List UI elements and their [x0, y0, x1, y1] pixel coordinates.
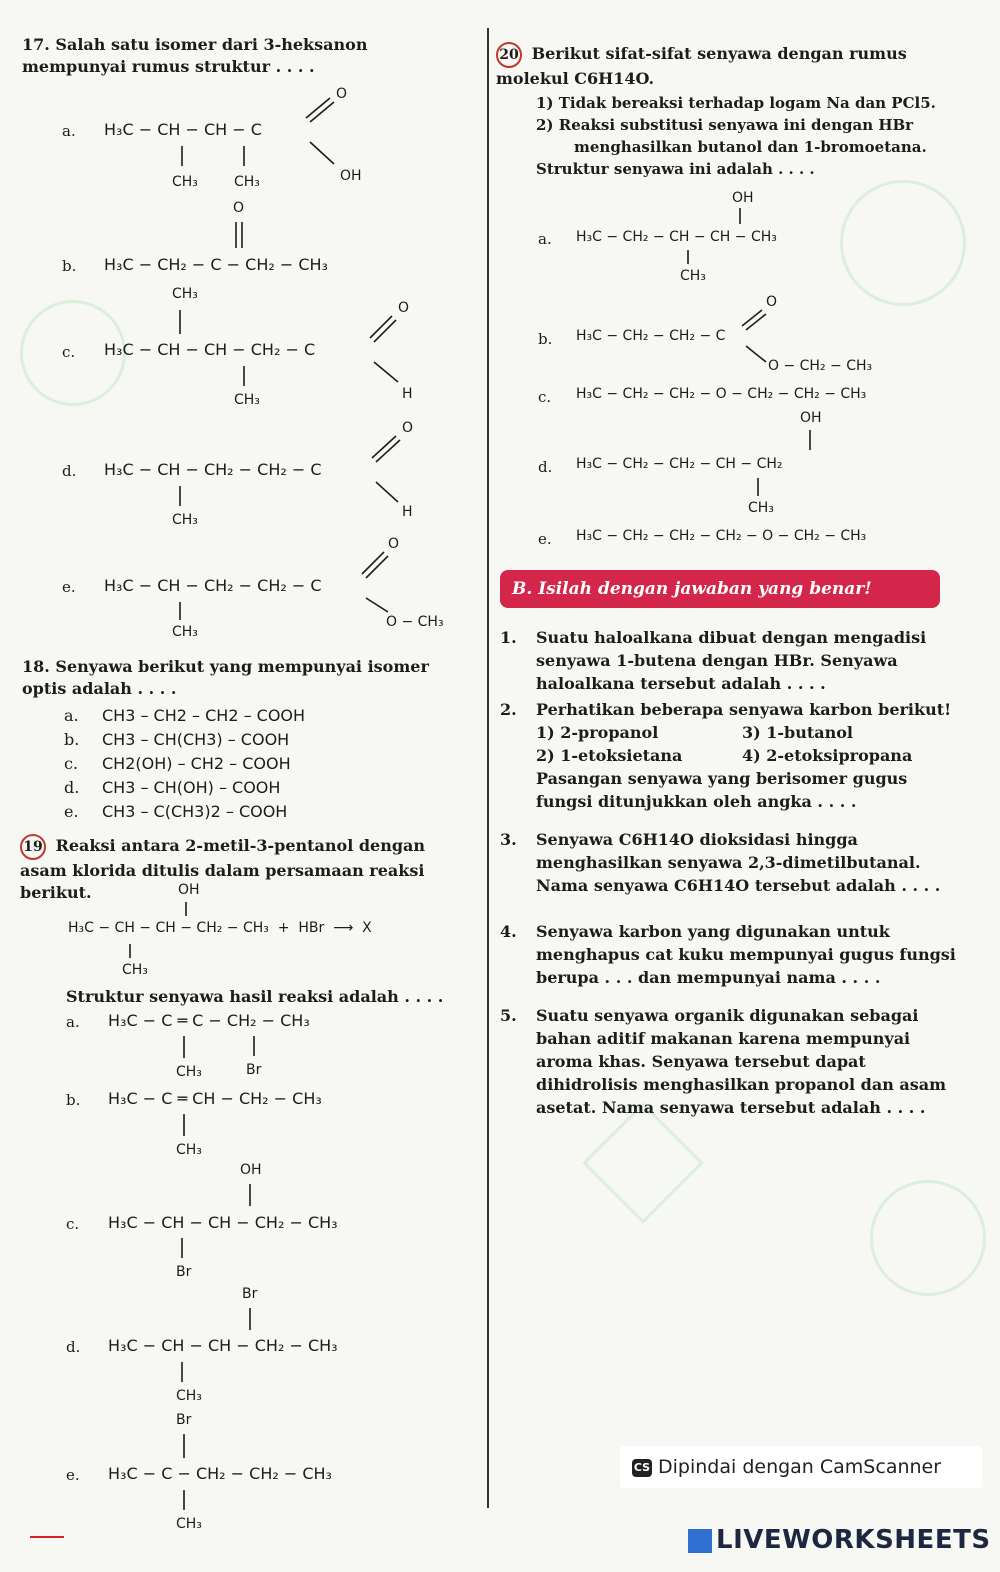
structure-17a: CH₃	[234, 174, 260, 190]
background-decoration	[870, 1180, 986, 1296]
structure-17b: H₃C − CH₂ − C − CH₂ − CH₃	[104, 255, 328, 274]
option-17e[interactable]: e.	[62, 578, 76, 596]
structure-17a: O	[336, 86, 348, 102]
reaction-19: OH	[178, 882, 200, 898]
structure-17e: O − CH₃	[386, 614, 444, 630]
structure-17d: O	[402, 420, 414, 436]
option-19e[interactable]: e.	[66, 1466, 80, 1484]
liveworksheets-logo[interactable]: LIVEWORKSHEETS	[688, 1525, 991, 1555]
structure-20a: H₃C − CH₂ − CH − CH − CH₃	[576, 229, 777, 245]
structure-20b: O	[766, 294, 778, 310]
question-text: Reaksi antara 2-metil-3-pentanol dengan asam klorida ditulis dalam persamaan reaksi berikut.	[20, 836, 426, 902]
structure-20e: H₃C − CH₂ − CH₂ − CH₂ − O − CH₂ − CH₃	[576, 528, 867, 544]
essay-item-3: 3. Senyawa C6H14O dioksidasi hingga menghasilkan senyawa 2,3-dimetilbutanal. Nama senyawa C6H14O tersebut adalah . . . .	[500, 830, 941, 895]
background-decoration	[582, 1102, 704, 1224]
question-text: Berikut sifat-sifat senyawa dengan rumus molekul C6H14O.	[496, 44, 907, 88]
structure-17e: O	[388, 536, 400, 552]
structure-19c: OH	[240, 1162, 262, 1178]
question-prompt: Struktur senyawa hasil reaksi adalah . . . .	[66, 987, 444, 1006]
compound-1: 1) 2-propanol	[536, 723, 659, 742]
option-20c[interactable]: c.	[538, 388, 552, 406]
question-number: 18.	[22, 657, 50, 676]
hots-badge: 20	[496, 42, 522, 68]
option-18c[interactable]: c. CH2(OH) – CH2 – COOH	[64, 754, 291, 773]
compound-3: 3) 1-butanol	[742, 723, 854, 742]
option-18b[interactable]: b. CH3 – CH(CH3) – COOH	[64, 730, 290, 749]
structure-17d: H	[402, 504, 413, 520]
structure-19d: Br	[242, 1286, 258, 1302]
essay-item-5: 5. Suatu senyawa organik digunakan sebagai bahan aditif makanan karena mempunyai aroma khas. Senyawa tersebut dapat dihidrolisis menghasilkan propanol dan asam asetat. Nama senyawa tersebut adalah . . . .	[500, 1006, 947, 1117]
structure-17c: CH₃	[172, 286, 198, 302]
structure-19c: H₃C − CH − CH − CH₂ − CH₃	[108, 1213, 338, 1232]
structure-19a: H₃C − C ═ C − CH₂ − CH₃	[108, 1011, 310, 1030]
camscanner-note: CS Dipindai dengan CamScanner	[620, 1446, 982, 1488]
structure-19e: H₃C − C − CH₂ − CH₂ − CH₃	[108, 1464, 332, 1483]
structure-20d: CH₃	[748, 500, 774, 516]
red-dash	[30, 1536, 64, 1538]
option-17b[interactable]: b.	[62, 257, 77, 275]
structure-20d: OH	[800, 410, 822, 426]
section-b-banner: B. Isilah dengan jawaban yang benar!	[500, 570, 940, 608]
structure-19e: CH₃	[176, 1516, 202, 1532]
camscanner-icon: CS	[632, 1459, 652, 1477]
structure-20a: OH	[732, 190, 754, 206]
option-19c[interactable]: c.	[66, 1215, 80, 1233]
question-text: Salah satu isomer dari 3-heksanon mempunyai rumus struktur . . . .	[22, 35, 368, 76]
option-20d[interactable]: d.	[538, 458, 553, 476]
hots-badge: 19	[20, 834, 46, 860]
essay-item-1: 1. Suatu haloalkana dibuat dengan mengadisi senyawa 1-butena dengan HBr. Senyawa haloalkana tersebut adalah . . . .	[500, 628, 927, 693]
structure-20b: O − CH₂ − CH₃	[768, 358, 873, 374]
structure-17c: CH₃	[234, 392, 260, 408]
structure-20a: CH₃	[680, 268, 706, 284]
bonds-20d	[0, 0, 1000, 520]
essay-item-4: 4. Senyawa karbon yang digunakan untuk menghapus cat kuku mempunyai gugus fungsi berupa . . . dan mempunyai nama . . . .	[500, 922, 956, 987]
structure-17c: O	[398, 300, 410, 316]
option-20b[interactable]: b.	[538, 330, 553, 348]
option-19b[interactable]: b.	[66, 1091, 81, 1109]
option-17a[interactable]: a.	[62, 122, 76, 140]
property-1: 1) Tidak bereaksi terhadap logam Na dan PCl5.	[536, 94, 936, 112]
reaction-19: CH₃	[122, 962, 148, 978]
structure-17d: CH₃	[172, 512, 198, 528]
option-20a[interactable]: a.	[538, 230, 552, 248]
property-2: 2) Reaksi substitusi senyawa ini dengan HBr menghasilkan butanol dan 1-bromoetana.	[536, 116, 927, 156]
structure-20d: H₃C − CH₂ − CH₂ − CH − CH₂	[576, 456, 783, 472]
structure-17a: H₃C − CH − CH − C	[104, 120, 262, 139]
option-17d[interactable]: d.	[62, 462, 77, 480]
structure-19c: Br	[176, 1264, 192, 1280]
structure-17d: H₃C − CH − CH₂ − CH₂ − C	[104, 460, 322, 479]
compound-2: 2) 1-etoksietana	[536, 746, 683, 765]
structure-19a: Br	[246, 1062, 262, 1078]
structure-17e: CH₃	[172, 624, 198, 640]
structure-19d: H₃C − CH − CH − CH₂ − CH₃	[108, 1336, 338, 1355]
structure-19a: CH₃	[176, 1064, 202, 1080]
structure-19b: H₃C − C ═ CH − CH₂ − CH₃	[108, 1089, 322, 1108]
structure-17a: OH	[340, 168, 362, 184]
essay-item-2: 2. Perhatikan beberapa senyawa karbon berikut! 1) 2-propanol 3) 1-butanol 2) 1-etoksietana 4) 2-etoksipropana Pasangan senyawa yang berisomer gugus fungsi ditunjukkan oleh angka . . . .	[500, 700, 952, 811]
option-18e[interactable]: e. CH3 – C(CH3)2 – COOH	[64, 802, 288, 821]
option-17c[interactable]: c.	[62, 343, 76, 361]
option-18d[interactable]: d. CH3 – CH(OH) – COOH	[64, 778, 281, 797]
structure-20c: H₃C − CH₂ − CH₂ − O − CH₂ − CH₂ − CH₃	[576, 386, 867, 402]
structure-19e: Br	[176, 1412, 192, 1428]
structure-17c: H	[402, 386, 413, 402]
option-19a[interactable]: a.	[66, 1013, 80, 1031]
reaction-19: H₃C − CH − CH − CH₂ − CH₃ + HBr ⟶ X	[68, 920, 372, 936]
compound-4: 4) 2-etoksipropana	[742, 746, 913, 765]
question-text: Senyawa berikut yang mempunyai isomer optis adalah . . . .	[22, 657, 429, 698]
structure-19d: CH₃	[176, 1388, 202, 1404]
structure-17b: O	[233, 200, 245, 216]
question-prompt: Struktur senyawa ini adalah . . . .	[536, 160, 815, 178]
option-18a[interactable]: a. CH3 – CH2 – CH2 – COOH	[64, 706, 306, 725]
liveworksheets-icon	[688, 1529, 712, 1553]
option-20e[interactable]: e.	[538, 530, 552, 548]
question-number: 17.	[22, 35, 50, 54]
structure-20b: H₃C − CH₂ − CH₂ − C	[576, 328, 726, 344]
option-19d[interactable]: d.	[66, 1338, 81, 1356]
structure-17c: H₃C − CH − CH − CH₂ − C	[104, 340, 316, 359]
structure-17a: CH₃	[172, 174, 198, 190]
structure-19b: CH₃	[176, 1142, 202, 1158]
structure-17e: H₃C − CH − CH₂ − CH₂ − C	[104, 576, 322, 595]
